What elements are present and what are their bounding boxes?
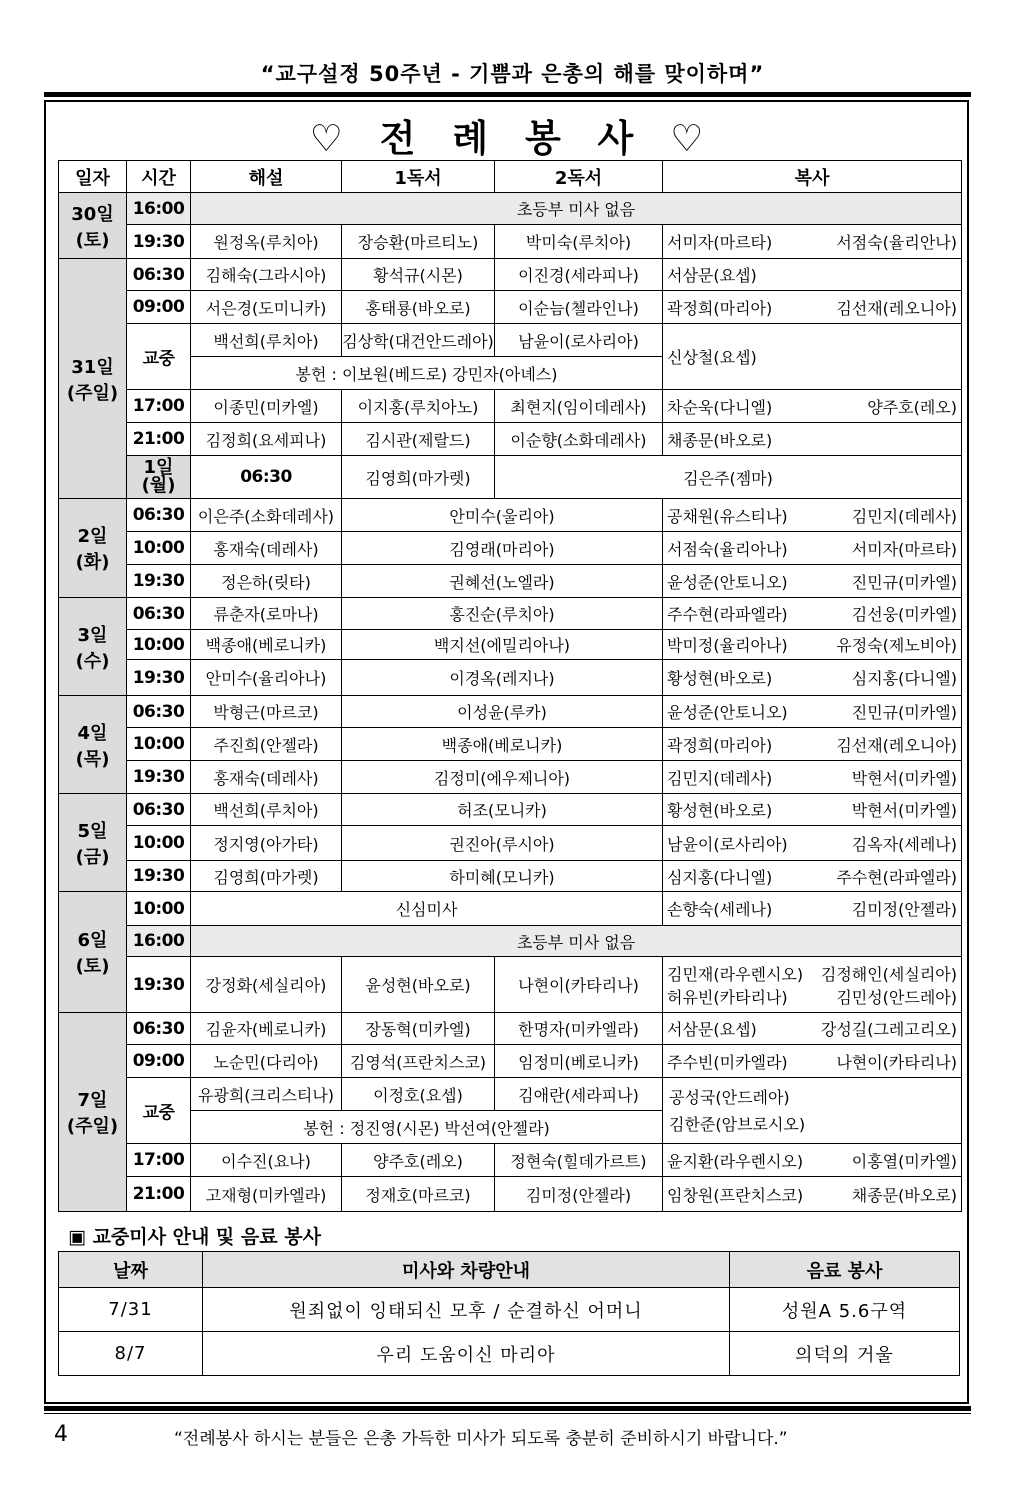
table-row [59,794,962,826]
commentary-cell: 류춘자(로마나) [191,598,342,630]
time-cell: 17:00 [127,390,191,423]
time-cell: 교중 [127,1078,191,1144]
time-cell: 09:00 [127,1045,191,1078]
section-heading: ▣ 교중미사 안내 및 음료 봉사 [68,1226,321,1248]
commentary-cell: 홍재숙(데레사) [191,532,342,565]
time-cell: 06:30 [127,794,191,826]
time-cell: 21:00 [127,423,191,456]
commentary-cell: 이종민(미카엘) [191,390,342,423]
time-cell: 06:30 [127,1013,191,1045]
commentary-cell: 김영희(마가렛) [191,861,342,892]
time-cell: 06:30 [127,499,191,532]
time-cell: 16:00 [127,193,191,225]
reading2-cell: 정현숙(힐데가르트) [495,1144,663,1177]
reading2-cell: 이순늠(첼라인나) [495,291,663,324]
time-cell: 교중 [127,324,191,390]
table-row [59,1045,962,1078]
reading-cell: 김영래(마리아) [342,532,663,565]
servers-cell: 곽정희(마리아) 김선재(레오니아) [663,728,962,761]
commentary-cell: 서은경(도미니카) [191,291,342,324]
commentary-cell: 안미수(율리아나) [191,660,342,696]
table-row [59,630,962,660]
commentary-cell: 김해숙(그라시아) [191,259,342,291]
servers-cell: 남윤이(로사리아) 김옥자(세레나) [663,826,962,861]
time-cell: 17:00 [127,1144,191,1177]
col-time: 시간 [127,161,191,193]
date-cell: 8/7 [59,1332,203,1376]
reading2-cell: 박미숙(루치아) [495,225,663,259]
servers-cell: 채종문(바오로) [663,423,962,456]
servers-cell: 박미정(율리아나) 유정숙(제노비아) [663,630,962,660]
footer-rule-thin [44,1413,971,1414]
table-row [59,193,962,225]
commentary-cell: 이수진(요나) [191,1144,342,1177]
reading2-cell: 남윤이(로사리아) [495,324,663,357]
table-row [59,1332,960,1376]
reading1-cell: 황석규(시몬) [342,259,495,291]
reading2-cell: 최현지(임이데레사) [495,390,663,423]
commentary-cell: 박형근(마르코) [191,696,342,728]
time-cell: 10:00 [127,532,191,565]
commentary-cell: 정지영(아가타) [191,826,342,861]
reading-cell: 김은주(젬마) [495,456,962,499]
reading-cell: 백지선(에밀리아나) [342,630,663,660]
date-cell: 7/31 [59,1288,203,1332]
commentary-cell: 백종애(베로니카) [191,630,342,660]
table-row [59,532,962,565]
reading1-cell: 장동혁(미카엘) [342,1013,495,1045]
day-cell: 7일 (주일) [59,1013,127,1212]
note-cell: 신심미사 [191,892,663,926]
day-cell: 6일 (토) [59,892,127,1013]
servers-cell: 윤지환(라우렌시오) 이홍열(미카엘) [663,1144,962,1177]
reading-cell: 백종애(베로니카) [342,728,663,761]
table-row [59,1013,962,1045]
time-cell: 06:30 [191,456,342,499]
table-row [59,728,962,761]
servers-cell: 공성국(안드레아) 김한준(암브로시오) [663,1078,962,1144]
page-title: ♡ 전 례 봉 사 ♡ [309,117,716,160]
reading2-cell: 김미정(안젤라) [495,1177,663,1212]
servers-cell: 서미자(마르타) 서점숙(율리안나) [663,225,962,259]
reading2-cell: 임정미(베로니카) [495,1045,663,1078]
reading-cell: 안미수(울리아) [342,499,663,532]
table-row [59,423,962,456]
reading-cell: 이경옥(레지나) [342,660,663,696]
commentary-cell: 김윤자(베로니카) [191,1013,342,1045]
time-cell: 19:30 [127,565,191,598]
table-row [59,892,962,926]
col-reading2: 2독서 [495,161,663,193]
commentary-cell: 김영희(마가렛) [342,456,495,499]
day-cell: 3일 (수) [59,598,127,696]
day-cell: 2일 (화) [59,499,127,598]
offering-cell: 봉헌 : 이보원(베드로) 강민자(아녜스) [191,357,663,390]
reading-cell: 하미혜(모니카) [342,861,663,892]
servers-cell: 심지홍(다니엘) 주수현(라파엘라) [663,861,962,892]
bulletin-theme: “교구설정 50주년 - 기쁨과 은총의 해를 맞이하며” [260,62,765,86]
col-commentary: 해설 [191,161,342,193]
commentary-cell: 백선희(루치아) [191,324,342,357]
footer-note: “전례봉사 하시는 분들은 은총 가득한 미사가 되도록 충분히 준비하시기 바랍니다.” [174,1429,788,1449]
reading2-cell: 나현이(카타리나) [495,957,663,1013]
time-cell: 10:00 [127,892,191,926]
table-row [59,259,962,291]
reading1-cell: 김영석(프란치스코) [342,1045,495,1078]
table-row [59,957,962,1013]
time-cell: 06:30 [127,259,191,291]
offering-cell: 봉헌 : 정진영(시몬) 박선여(안젤라) [191,1111,663,1144]
drink-cell: 성원A 5.6구역 [730,1288,960,1332]
col-day: 일자 [59,161,127,193]
mass-cell: 우리 도움이신 마리아 [203,1332,730,1376]
servers-cell: 황성현(바오로) 심지홍(다니엘) [663,660,962,696]
reading2-cell: 한명자(미카엘라) [495,1013,663,1045]
commentary-cell: 정은하(릿타) [191,565,342,598]
time-cell: 19:30 [127,225,191,259]
table-header-row [59,161,962,193]
commentary-cell: 유광희(크리스티나) [191,1078,342,1111]
reading2-cell: 김애란(세라피나) [495,1078,663,1111]
reading-cell: 이성윤(루카) [342,696,663,728]
table-row [59,456,962,499]
table-row [59,1177,962,1212]
reading-cell: 권진아(루시아) [342,826,663,861]
reading1-cell: 김상학(대건안드레아) [342,324,495,357]
time-cell: 19:30 [127,861,191,892]
reading1-cell: 이정호(요셉) [342,1078,495,1111]
servers-cell: 신상철(요셉) [663,324,962,390]
servers-cell: 차순욱(다니엘) 양주호(레오) [663,390,962,423]
commentary-cell: 고재형(미카엘라) [191,1177,342,1212]
day-cell: 31일 (주일) [59,259,127,499]
time-cell: 16:00 [127,926,191,957]
col-servers: 복사 [663,161,962,193]
commentary-cell: 주진희(안젤라) [191,728,342,761]
reading2-cell: 이진경(세라피나) [495,259,663,291]
servers-cell: 윤성준(안토니오) 진민규(미카엘) [663,696,962,728]
servers-cell: 손향숙(세레나) 김미정(안젤라) [663,892,962,926]
reading1-cell: 홍태룡(바오로) [342,291,495,324]
table-row [59,696,962,728]
servers-cell: 서삼문(요셉) 강성길(그레고리오) [663,1013,962,1045]
servers-cell: 서점숙(율리아나) 서미자(마르타) [663,532,962,565]
note-cell: 초등부 미사 없음 [191,193,962,225]
table-row [59,1288,960,1332]
servers-cell: 윤성준(안토니오) 진민규(미카엘) [663,565,962,598]
time-cell: 19:30 [127,660,191,696]
commentary-cell: 노순민(다리아) [191,1045,342,1078]
time-cell: 10:00 [127,630,191,660]
day-cell: 5일 (금) [59,794,127,892]
table-row [59,826,962,861]
table-row [59,1078,962,1111]
table-row [59,761,962,794]
commentary-cell: 홍재숙(데레사) [191,761,342,794]
time-cell: 06:30 [127,598,191,630]
table-row [59,499,962,532]
col-mass: 미사와 차량안내 [203,1252,730,1288]
servers-cell: 황성현(바오로) 박현서(미카엘) [663,794,962,826]
servers-cell: 김민재(라우렌시오) 김정해인(세실리아) 허유빈(카타리나) 김민성(안드레아) [663,957,962,1013]
table-row [59,926,962,957]
time-cell: 10:00 [127,728,191,761]
reading1-cell: 이지홍(루치아노) [342,390,495,423]
reading-cell: 김정미(에우제니아) [342,761,663,794]
col-date: 날짜 [59,1252,203,1288]
table-row [59,861,962,892]
reading-cell: 허조(모니카) [342,794,663,826]
time-cell: 19:30 [127,761,191,794]
commentary-cell: 강정화(세실리아) [191,957,342,1013]
drink-cell: 의덕의 거울 [730,1332,960,1376]
page-number: 4 [54,1422,68,1447]
day-cell: 1일 (월) [127,456,191,499]
time-cell: 21:00 [127,1177,191,1212]
time-cell: 19:30 [127,957,191,1013]
note-cell: 초등부 미사 없음 [191,926,962,957]
table-row [59,565,962,598]
table-row [59,660,962,696]
commentary-cell: 이은주(소화데레사) [191,499,342,532]
reading1-cell: 윤성현(바오로) [342,957,495,1013]
footer-rule [44,1406,971,1411]
reading-cell: 권혜선(노엘라) [342,565,663,598]
table-row [59,598,962,630]
reading1-cell: 양주호(레오) [342,1144,495,1177]
reading1-cell: 김시관(제랄드) [342,423,495,456]
time-cell: 09:00 [127,291,191,324]
header-rule [44,92,971,97]
reading1-cell: 정재호(마르코) [342,1177,495,1212]
servers-cell: 주수현(라파엘라) 김선웅(미카엘) [663,598,962,630]
day-cell: 4일 (목) [59,696,127,794]
col-drink: 음료 봉사 [730,1252,960,1288]
time-cell: 10:00 [127,826,191,861]
table-row [59,225,962,259]
commentary-cell: 백선희(루치아) [191,794,342,826]
servers-cell: 주수빈(미카엘라) 나현이(카타리나) [663,1045,962,1078]
servers-cell: 곽정희(마리아) 김선재(레오니아) [663,291,962,324]
table-row [59,390,962,423]
table-row [59,1144,962,1177]
liturgy-schedule-table [58,160,962,1212]
commentary-cell: 원정옥(루치아) [191,225,342,259]
table-row [59,324,962,357]
mass-info-table [58,1251,960,1376]
mass-cell: 원죄없이 잉태되신 모후 / 순결하신 어머니 [203,1288,730,1332]
col-reading1: 1독서 [342,161,495,193]
time-cell: 06:30 [127,696,191,728]
reading2-cell: 이순향(소화데레사) [495,423,663,456]
reading-cell: 홍진순(루치아) [342,598,663,630]
servers-cell: 서삼문(요셉) [663,259,962,291]
table-header-row [59,1252,960,1288]
servers-cell: 공채원(유스티나) 김민지(데레사) [663,499,962,532]
reading1-cell: 장승환(마르티노) [342,225,495,259]
commentary-cell: 김정희(요세피나) [191,423,342,456]
servers-cell: 김민지(데레사) 박현서(미카엘) [663,761,962,794]
table-row [59,291,962,324]
day-cell: 30일 (토) [59,193,127,259]
servers-cell: 임창원(프란치스코) 채종문(바오로) [663,1177,962,1212]
